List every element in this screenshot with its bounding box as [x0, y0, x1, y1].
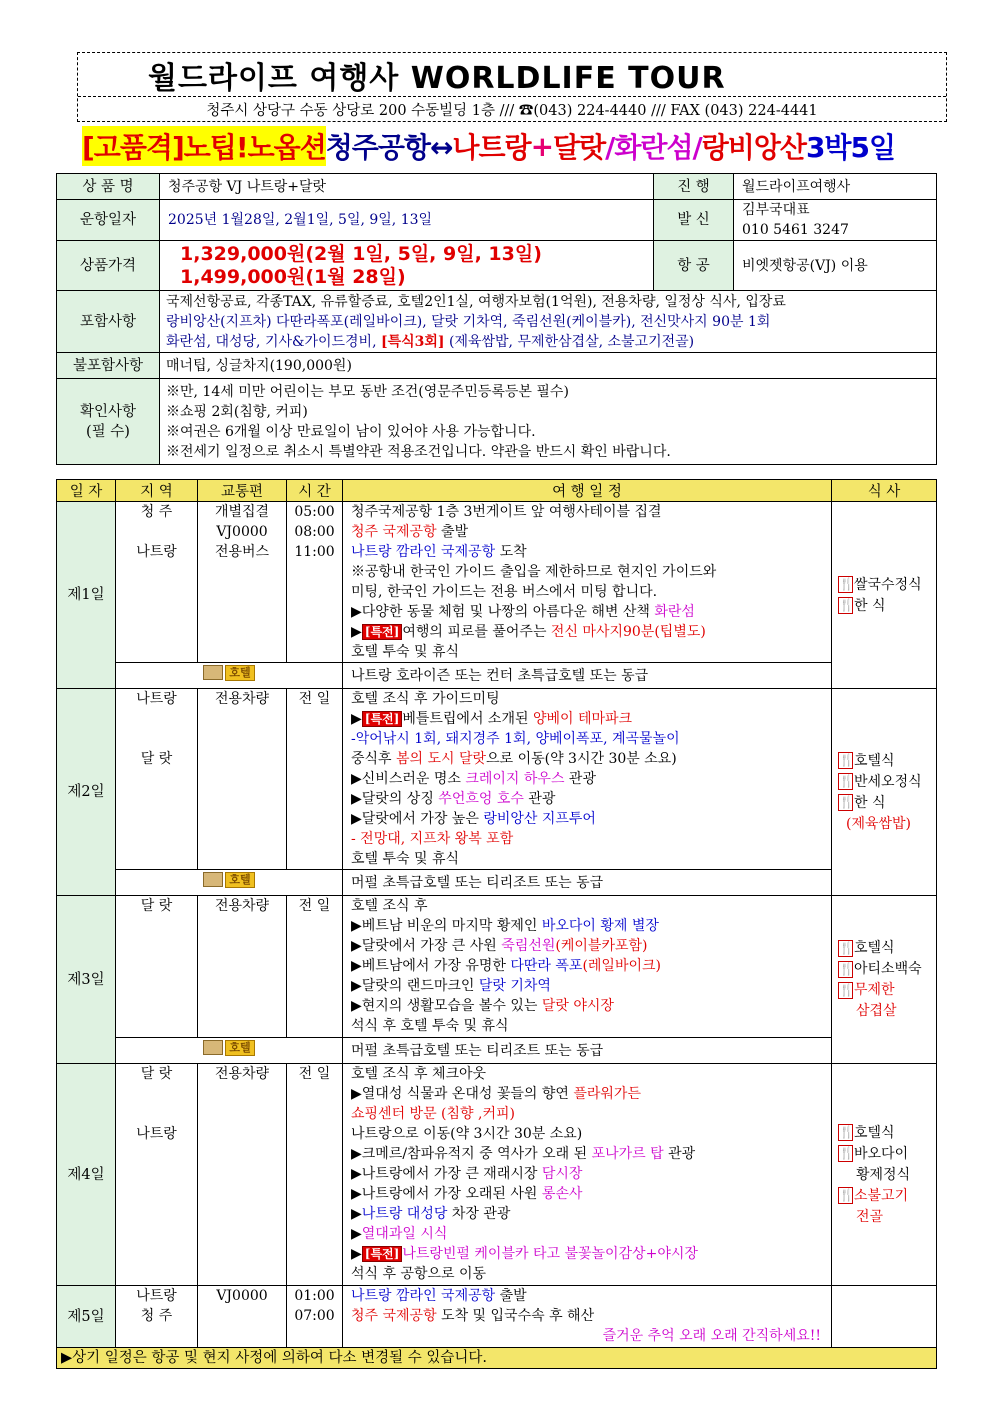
- special-tag: [특전]: [362, 711, 403, 727]
- included-label: 포함사항: [57, 291, 160, 353]
- day-3-itinerary: [343, 896, 832, 1038]
- suitcase-icon: [203, 665, 223, 680]
- itinerary-line: ※공항내 한국인 가이드 출입을 제한하므로 현지인 가이드와: [351, 564, 717, 580]
- fork-knife-icon: 🍴: [839, 774, 854, 788]
- day-1-transport: [198, 502, 287, 663]
- itinerary-line: 석식 후 호텔 투숙 및 휴식: [351, 1018, 509, 1034]
- col-day: 일 자: [57, 480, 116, 502]
- itinerary-line: [351, 769, 831, 789]
- highlight: 양베이 테마파크: [532, 711, 633, 727]
- fork-knife-icon: 🍴: [839, 961, 854, 976]
- itinerary-line: 석식 후 공항으로 이동: [351, 1266, 487, 1282]
- region: [116, 729, 197, 749]
- special-tag: [특전]: [362, 624, 403, 640]
- region: [116, 522, 197, 542]
- meal: [838, 771, 936, 792]
- day-3-label: 제3일: [57, 896, 116, 1064]
- itinerary-line: 나트랑으로 이동(약 3시간 30분 소요): [351, 1126, 583, 1142]
- itinerary-line: [351, 996, 831, 1016]
- highlight: 나트랑 대성당: [361, 1206, 448, 1222]
- itinerary-line: 미팅, 한국인 가이드는 전용 버스에서 미팅 합니다.: [351, 584, 658, 600]
- day-1-hotel-icon-cell: [116, 663, 343, 689]
- text: 출발: [436, 524, 469, 540]
- highlight: 열대과일 시식: [361, 1226, 448, 1242]
- itinerary-line: 청주국제공항 1층 3번게이트 앞 여행사테이블 집결: [351, 504, 662, 520]
- meal: [838, 980, 936, 1001]
- day-4-label: 제4일: [57, 1064, 116, 1286]
- product-title: [82, 126, 942, 166]
- region: 나트랑: [136, 1126, 177, 1142]
- itinerary-line: - 전망대, 지프차 왕복 포함: [351, 831, 514, 847]
- day-3-hotel: 머펄 초특급호텔 또는 티리조트 또는 동급: [343, 1038, 832, 1064]
- itinerary-line: [351, 542, 831, 562]
- text: ▶열대성 식물과 온대성 꽃들의 향연: [351, 1086, 574, 1102]
- itinerary-line: [351, 1144, 831, 1164]
- itinerary-line: 호텔 투숙 및 휴식: [351, 644, 460, 660]
- highlight: 청주 국제공항: [351, 524, 437, 540]
- highlight: 크레이지 하우스: [465, 771, 565, 787]
- meal-label: 반세오정식: [854, 773, 922, 790]
- day-1-meals: [832, 502, 937, 689]
- meal-label: 바오다이: [854, 1145, 909, 1162]
- itinerary-line: [351, 1224, 831, 1244]
- itinerary-line: ▶ [특전] 여행의 피로를 풀어주는 전신 마사지90분(팁별도): [351, 624, 706, 640]
- departure-name: 김부국대표: [742, 202, 810, 218]
- region: 달 랏: [140, 751, 173, 767]
- itinerary-line: [351, 522, 831, 542]
- text: 여행의 피로를 풀어주는: [402, 624, 551, 640]
- itinerary-line: [351, 602, 831, 622]
- meal-label: 한 식: [854, 794, 886, 811]
- col-meals: 식 사: [832, 480, 937, 502]
- itinerary-line: 호텔 조식 후 체크아웃: [351, 1066, 487, 1082]
- check-label-2: (필 수): [86, 423, 130, 440]
- fork-knife-icon: 🍴: [839, 753, 854, 767]
- highlight: 나트랑 깜라인 국제공항: [351, 1288, 496, 1304]
- highlight: 랑비앙산 지프투어: [483, 811, 596, 827]
- text: ▶달랏에서 가장 큰 사원: [351, 938, 502, 954]
- price-label: 상품가격: [57, 241, 160, 291]
- text: 으로 이동(약 3시간 30분 소요): [486, 751, 677, 767]
- region: [116, 1084, 197, 1104]
- included-text: 화란섬, 대성당, 기사&가이드경비,: [166, 333, 381, 350]
- fork-knife-icon: 🍴: [839, 577, 854, 591]
- text: ▶신비스러운 명소: [351, 771, 466, 787]
- meal-note: 전골: [856, 1208, 884, 1225]
- included-cell: [160, 291, 937, 353]
- highlight: (레일바이크): [582, 958, 661, 974]
- airline: 비엣젯항공(VJ) 이용: [734, 241, 937, 291]
- agency-address: 청주시 상당구 수동 상당로 200 수동빌딩 1층 /// ☎(043) 224-4440 /// FAX (043) 224-4441: [206, 102, 818, 119]
- highlight: 달랏 야시장: [541, 998, 614, 1014]
- itinerary-line: -악어낚시 1회, 돼지경주 1회, 양베이폭포, 계곡물놀이: [351, 731, 680, 747]
- highlight: 죽림선원: [501, 938, 556, 954]
- text: 관광: [564, 771, 596, 787]
- region: 나트랑: [136, 544, 177, 560]
- meal-label: 한 식: [854, 597, 886, 614]
- meal: [838, 574, 936, 595]
- time: 11:00: [294, 544, 335, 560]
- meal-note: 황제정식: [856, 1166, 911, 1183]
- check-label: [57, 379, 160, 465]
- region: 나트랑: [136, 691, 177, 707]
- day-3-time: 전 일: [287, 896, 343, 1038]
- day-2-transport: 전용차량: [198, 689, 287, 870]
- highlight: 청주 국제공항: [351, 1308, 437, 1324]
- day-4-itinerary: [343, 1064, 832, 1286]
- meal: [838, 959, 936, 980]
- fork-knife-icon: 🍴: [839, 598, 854, 612]
- day-1-regions: [116, 502, 198, 663]
- highlight: 전신 마사지90분(팁별도): [550, 624, 706, 640]
- itinerary-line: [351, 1084, 831, 1104]
- farewell-line: 즐거운 추억 오래 오래 간직하세요!!: [602, 1328, 821, 1344]
- region: 달 랏: [140, 1066, 173, 1082]
- itinerary-line: [351, 789, 831, 809]
- meal-label: 아티소백숙: [854, 961, 922, 977]
- product-title-dalat: 달랏: [553, 131, 606, 164]
- meal: [838, 1185, 936, 1206]
- special-meals-tag: [특식3회]: [380, 333, 445, 350]
- transport: 전용버스: [214, 544, 270, 560]
- meal-label: 무제한: [854, 982, 895, 998]
- fork-knife-icon: 🍴: [839, 795, 854, 809]
- highlight: 화란섬: [654, 604, 695, 620]
- transport: 개별집결: [214, 504, 270, 520]
- organizer-label: 진 행: [654, 174, 734, 200]
- departure-contact: [734, 200, 937, 241]
- text: ▶다양한 동물 체험 및 나짱의 아름다운 해변 산책: [351, 604, 655, 620]
- text: 중식후: [351, 751, 397, 767]
- product-title-plus: +: [530, 129, 554, 163]
- fork-knife-icon: 🍴: [839, 1125, 854, 1139]
- day-5-meals: [832, 1286, 937, 1348]
- time: 08:00: [294, 524, 335, 540]
- itinerary-line: [351, 809, 831, 829]
- meal-label: 쌀국수정식: [854, 576, 922, 593]
- highlight: 쑤언흐엉 호수: [438, 791, 524, 807]
- text: 도착: [495, 544, 527, 560]
- hotel-icon: [203, 872, 254, 888]
- highlight: 봄의 도시 달랏: [396, 751, 487, 767]
- agency-title: 월드라이프 여행사 WORLDLIFE TOUR: [78, 53, 946, 97]
- day-5-itinerary: [343, 1286, 832, 1348]
- agency-header: [77, 52, 947, 122]
- excluded: 매너팁, 싱글차지(190,000원): [160, 353, 937, 379]
- itinerary-line: [351, 1244, 831, 1264]
- itinerary-line: [351, 916, 831, 936]
- text: ▶달랏의 랜드마크인: [351, 978, 479, 994]
- text: ▶나트랑에서 가장 오래된 사원: [351, 1186, 542, 1202]
- suitcase-icon: [203, 1040, 223, 1055]
- price-2: 1,499,000원(1월 28일): [180, 265, 406, 288]
- meal-note: (제육쌈밥): [846, 815, 912, 832]
- text: ▶: [351, 1206, 362, 1222]
- text: 베틀트립에서 소개된: [402, 711, 533, 727]
- day-2-hotel: 머펄 초특급호텔 또는 티리조트 또는 동급: [343, 870, 832, 896]
- day-5-regions: [116, 1286, 198, 1348]
- highlight: 나트랑빈펄 케이블카 타고 불꽃놀이감상+야시장: [402, 1246, 698, 1262]
- dates: 2025년 1월28일, 2월1일, 5일, 9일, 13일: [160, 200, 654, 241]
- suitcase-icon: [203, 872, 223, 887]
- fork-knife-icon: 🍴: [839, 1188, 854, 1202]
- day-3-hotel-icon-cell: [116, 1038, 343, 1064]
- check-cell: [160, 379, 937, 465]
- included-text: (제육쌈밥, 무제한삼겹살, 소불고기전골): [444, 333, 695, 350]
- meal-note: 삼겹살: [856, 1003, 897, 1019]
- itinerary-line: 호텔 조식 후: [351, 898, 428, 914]
- text: ▶베트남에서 가장 유명한: [351, 958, 511, 974]
- hotel-badge: 호텔: [225, 1040, 254, 1056]
- text: ▶크메르/참파유적지 중 역사가 오래 된: [351, 1146, 592, 1162]
- meal: [838, 1122, 936, 1143]
- region: 청 주: [140, 1308, 173, 1324]
- check-item: ※여권은 6개월 이상 만료일이 남이 있어야 사용 가능합니다.: [166, 423, 536, 440]
- region: 청 주: [140, 504, 173, 520]
- text: 차장 관광: [447, 1206, 511, 1222]
- product-name-label: 상 품 명: [57, 174, 160, 200]
- day-2-label: 제2일: [57, 689, 116, 896]
- col-region: 지 역: [116, 480, 198, 502]
- included-line: [166, 332, 936, 352]
- special-tag: [특전]: [362, 1246, 403, 1262]
- itinerary-line: [351, 1306, 831, 1326]
- included-line: 랑비앙산(지프차) 다딴라폭포(레일바이크), 달랏 기차역, 죽림선원(케이블카), 전신맛사지 90분 1회: [166, 313, 771, 330]
- hotel-badge: 호텔: [225, 665, 254, 681]
- text: ▶나트랑에서 가장 큰 재래시장: [351, 1166, 542, 1182]
- check-item: ※만, 14세 미만 어린이는 부모 동반 조건(영문주민등록등본 필수): [166, 383, 569, 400]
- day-4-regions: [116, 1064, 198, 1286]
- day-1-label: 제1일: [57, 502, 116, 689]
- included-line: 국제선항공료, 각종TAX, 유류할증료, 호텔2인1실, 여행자보험(1억원), 전용차량, 일정상 식사, 입장료: [166, 293, 786, 310]
- col-transport: 교통편: [198, 480, 287, 502]
- highlight: 플라워가든: [573, 1086, 641, 1102]
- time: 01:00: [294, 1288, 335, 1304]
- meal: [838, 1143, 936, 1164]
- time: 05:00: [294, 504, 335, 520]
- day-2-regions: [116, 689, 198, 870]
- day-3-meals: [832, 896, 937, 1064]
- region: 나트랑: [136, 1288, 177, 1304]
- region: [116, 709, 197, 729]
- text: 관광: [523, 791, 556, 807]
- itinerary-line: ▶ [특전] 베틀트립에서 소개된 양베이 테마파크: [351, 711, 633, 727]
- text: 관광: [663, 1146, 696, 1162]
- text: 도착 및 입국수속 후 해산: [436, 1308, 595, 1324]
- day-5-transport: VJ0000: [198, 1286, 287, 1348]
- product-title-tag: [고품격]노팁!노옵션: [82, 126, 326, 166]
- hotel-icon: [203, 665, 254, 681]
- day-2-meals: [832, 689, 937, 896]
- meal: [838, 938, 936, 959]
- text: ▶현지의 생활모습을 볼수 있는: [351, 998, 542, 1014]
- departure-label: 발 신: [654, 200, 734, 241]
- meal: [838, 595, 936, 616]
- region: [116, 1104, 197, 1124]
- text: ▶달랏의 상징: [351, 791, 439, 807]
- product-title-route: 청주공항↔: [325, 131, 453, 164]
- organizer: 월드라이프여행사: [734, 174, 937, 200]
- itinerary-line: [351, 1184, 831, 1204]
- itinerary-line: [351, 956, 831, 976]
- text: ▶: [351, 1226, 362, 1242]
- dates-label: 운항일자: [57, 200, 160, 241]
- itinerary-line: 쇼핑센터 방문 (침향 ,커피): [351, 1106, 515, 1122]
- meal: [838, 750, 936, 771]
- day-4-transport: 전용차량: [198, 1064, 287, 1286]
- product-title-duration: 3박5일: [805, 131, 896, 164]
- text: ▶달랏에서 가장 높은: [351, 811, 484, 827]
- airline-label: 항 공: [654, 241, 734, 291]
- itinerary-line: [351, 749, 831, 769]
- day-4-meals: [832, 1064, 937, 1286]
- product-info-table: [56, 173, 937, 465]
- day-2-time: 전 일: [287, 689, 343, 870]
- highlight: 포나가르 탑: [591, 1146, 664, 1162]
- day-5-times: [287, 1286, 343, 1348]
- highlight: (케이블카포함): [555, 938, 648, 954]
- fork-knife-icon: 🍴: [839, 1146, 854, 1160]
- day-4-time: 전 일: [287, 1064, 343, 1286]
- itinerary-line: [351, 1164, 831, 1184]
- day-1-times: [287, 502, 343, 663]
- meal-label: 호텔식: [854, 1124, 895, 1141]
- price-1: 1,329,000원(2월 1일, 5일, 9일, 13일): [180, 242, 542, 265]
- day-2-itinerary: [343, 689, 832, 870]
- itinerary-line: [351, 936, 831, 956]
- departure-phone: 010 5461 3247: [742, 222, 849, 238]
- fork-knife-icon: 🍴: [839, 982, 854, 997]
- itinerary-line: [351, 1204, 831, 1224]
- transport: VJ0000: [216, 524, 268, 540]
- check-item: ※전세기 일정으로 취소시 특별약관 적용조건입니다. 약관을 반드시 확인 바랍니다.: [166, 443, 671, 460]
- day-3-region: 달 랏: [116, 896, 198, 1038]
- col-time: 시 간: [287, 480, 343, 502]
- hotel-icon: [203, 1040, 254, 1056]
- highlight: 바오다이 황제 별장: [541, 918, 659, 934]
- product-title-islands: /화란섬/: [605, 131, 702, 164]
- itinerary-line: 호텔 조식 후 가이드미팅: [351, 691, 500, 707]
- day-5-label: 제5일: [57, 1286, 116, 1348]
- product-name: 청주공항 VJ 나트랑+달랏: [160, 174, 654, 200]
- highlight: 달랏 기차역: [478, 978, 551, 994]
- price-cell: [160, 241, 654, 291]
- meal: [838, 792, 936, 813]
- fork-knife-icon: 🍴: [839, 940, 854, 955]
- hotel-badge: 호텔: [225, 872, 254, 888]
- highlight: 다딴라 폭포: [510, 958, 583, 974]
- schedule-table: [56, 479, 937, 1369]
- footer-notice: ▶상기 일정은 항공 및 현지 사정에 의하여 다소 변경될 수 있습니다.: [57, 1348, 937, 1369]
- time: 07:00: [294, 1308, 335, 1324]
- product-title-nhatrang: 나트랑: [452, 131, 531, 164]
- meal-label: 호텔식: [854, 940, 895, 956]
- day-2-hotel-icon-cell: [116, 870, 343, 896]
- day-1-itinerary: [343, 502, 832, 663]
- day-3-transport: 전용차량: [198, 896, 287, 1038]
- itinerary-line: [351, 976, 831, 996]
- meal-label: 호텔식: [854, 752, 895, 769]
- check-label-1: 확인사항: [79, 403, 137, 420]
- highlight: 롱손사: [541, 1186, 583, 1202]
- col-itinerary: 여 행 일 정: [343, 480, 832, 502]
- highlight: 담시장: [541, 1166, 583, 1182]
- excluded-label: 불포함사항: [57, 353, 160, 379]
- text: 출발: [495, 1288, 527, 1304]
- text: ▶베트남 비운의 마지막 황제인: [351, 918, 542, 934]
- text: ▶: [351, 1246, 362, 1262]
- itinerary-line: [351, 1286, 831, 1306]
- highlight: 나트랑 깜라인 국제공항: [351, 544, 496, 560]
- day-1-hotel: 나트랑 호라이즌 또는 컨터 초특급호텔 또는 동급: [343, 663, 832, 689]
- meal-label: 소불고기: [854, 1187, 909, 1204]
- product-title-langbiang: 랑비앙산: [701, 131, 806, 164]
- check-item: ※쇼핑 2회(침향, 커피): [166, 403, 308, 420]
- itinerary-line: 호텔 투숙 및 휴식: [351, 851, 460, 867]
